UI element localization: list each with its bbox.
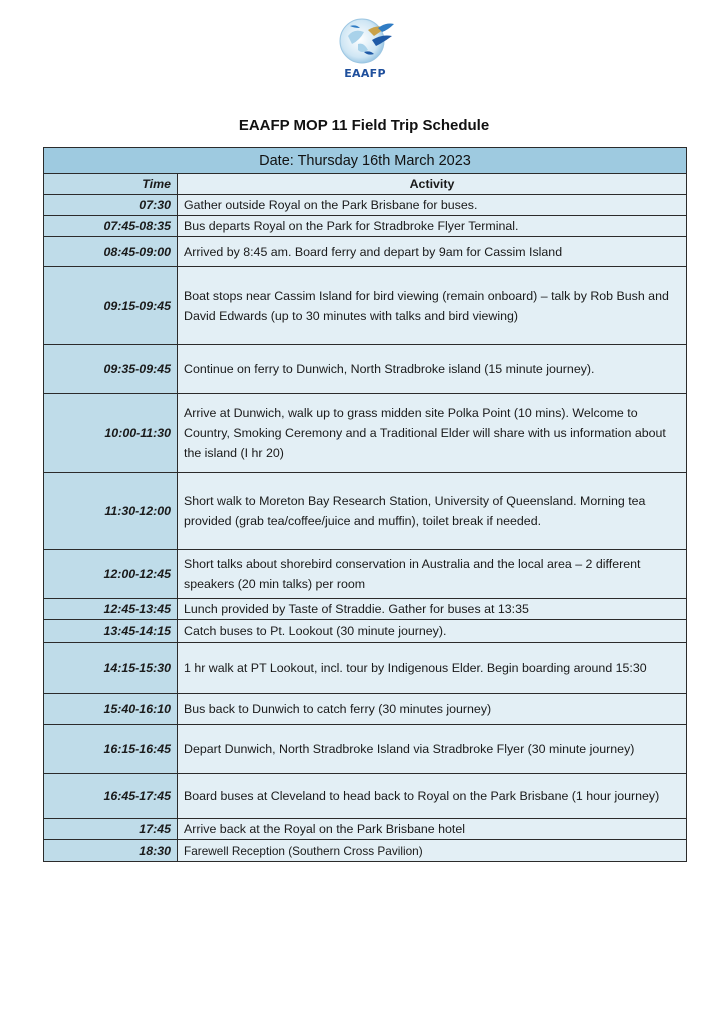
activity-cell: 1 hr walk at PT Lookout, incl. tour by Indigenous Elder. Begin boarding around 15:30 (178, 643, 687, 694)
time-cell: 07:30 (44, 195, 178, 216)
time-cell: 12:00-12:45 (44, 550, 178, 599)
schedule-row (44, 473, 687, 550)
column-header-row (44, 174, 687, 195)
schedule-row (44, 694, 687, 725)
activity-cell: Arrive at Dunwich, walk up to grass midden site Polka Point (10 mins). Welcome to Country, Smoking Ceremony and a Traditional Elder will share with us information about the island (I hr 20) (178, 394, 687, 473)
activity-cell: Board buses at Cleveland to head back to Royal on the Park Brisbane (1 hour journey) (178, 774, 687, 819)
activity-cell: Short walk to Moreton Bay Research Station, University of Queensland. Morning tea provided (grab tea/coffee/juice and muffin), toilet break if needed. (178, 473, 687, 550)
time-cell: 12:45-13:45 (44, 599, 178, 620)
activity-cell: Short talks about shorebird conservation in Australia and the local area – 2 different speakers (20 min talks) per room (178, 550, 687, 599)
time-cell: 16:15-16:45 (44, 725, 178, 774)
schedule-row (44, 345, 687, 394)
schedule-row (44, 774, 687, 819)
schedule-row (44, 599, 687, 620)
activity-cell: Bus departs Royal on the Park for Stradbroke Flyer Terminal. (178, 216, 687, 237)
activity-cell: Farewell Reception (Southern Cross Pavilion) (178, 840, 687, 862)
date-header: Date: Thursday 16th March 2023 (44, 148, 687, 174)
time-cell: 11:30-12:00 (44, 473, 178, 550)
activity-cell: Arrived by 8:45 am. Board ferry and depart by 9am for Cassim Island (178, 237, 687, 267)
schedule-row (44, 550, 687, 599)
schedule-table (43, 147, 687, 862)
schedule-row (44, 643, 687, 694)
time-cell: 16:45-17:45 (44, 774, 178, 819)
time-cell: 15:40-16:10 (44, 694, 178, 725)
activity-cell: Arrive back at the Royal on the Park Brisbane hotel (178, 819, 687, 840)
time-cell: 10:00-11:30 (44, 394, 178, 473)
schedule-row (44, 725, 687, 774)
activity-cell: Boat stops near Cassim Island for bird viewing (remain onboard) – talk by Rob Bush and David Edwards (up to 30 minutes with talks and bird viewing) (178, 267, 687, 345)
time-cell: 14:15-15:30 (44, 643, 178, 694)
activity-cell: Depart Dunwich, North Stradbroke Island via Stradbroke Flyer (30 minute journey) (178, 725, 687, 774)
schedule-row (44, 237, 687, 267)
globe-birds-icon (334, 14, 396, 66)
schedule-row (44, 267, 687, 345)
eaafp-logo (330, 14, 400, 84)
document-title: EAAFP MOP 11 Field Trip Schedule (238, 117, 490, 134)
time-cell: 09:15-09:45 (44, 267, 178, 345)
time-cell: 13:45-14:15 (44, 620, 178, 643)
time-cell: 07:45-08:35 (44, 216, 178, 237)
time-cell: 17:45 (44, 819, 178, 840)
time-cell: 08:45-09:00 (44, 237, 178, 267)
date-header-row (44, 148, 687, 174)
activity-cell: Continue on ferry to Dunwich, North Stradbroke island (15 minute journey). (178, 345, 687, 394)
activity-cell: Gather outside Royal on the Park Brisbane for buses. (178, 195, 687, 216)
time-cell: 18:30 (44, 840, 178, 862)
schedule-row (44, 620, 687, 643)
schedule-row (44, 819, 687, 840)
schedule-row (44, 840, 687, 862)
schedule-row (44, 195, 687, 216)
activity-cell: Catch buses to Pt. Lookout (30 minute journey). (178, 620, 687, 643)
schedule-row (44, 394, 687, 473)
logo-text: EAAFP (344, 67, 386, 80)
schedule-row (44, 216, 687, 237)
column-header-time: Time (44, 174, 178, 195)
time-cell: 09:35-09:45 (44, 345, 178, 394)
activity-cell: Lunch provided by Taste of Straddie. Gather for buses at 13:35 (178, 599, 687, 620)
column-header-activity: Activity (178, 174, 687, 195)
activity-cell: Bus back to Dunwich to catch ferry (30 minutes journey) (178, 694, 687, 725)
